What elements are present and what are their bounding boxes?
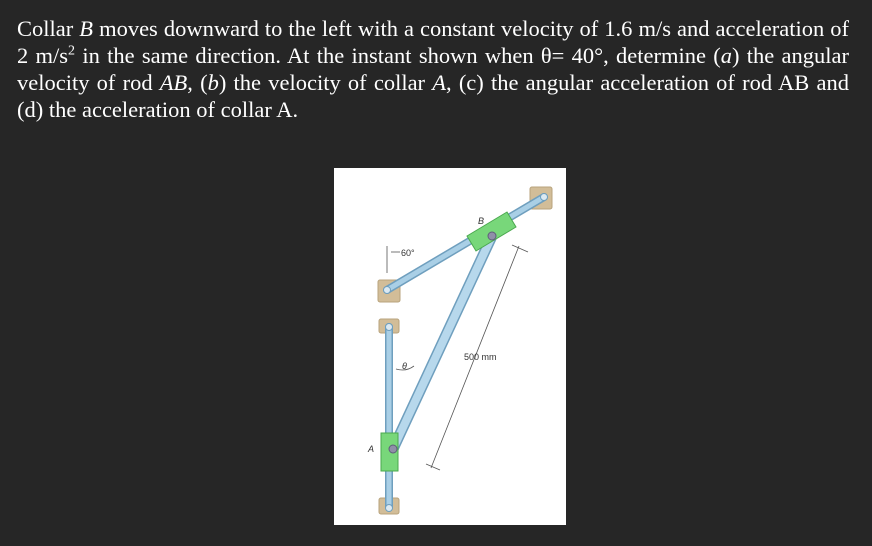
pin-b [488,232,496,240]
mechanism-figure [334,168,566,525]
length-label: 500 mm [464,352,497,362]
angle-60-label: 60° [401,248,415,258]
label-a: A [368,444,375,454]
mechanism-diagram [334,168,566,525]
pin-a [389,445,397,453]
angle-theta-label: θ [402,361,407,371]
problem-statement: Collar B moves downward to the left with a constant velocity of 1.6 m/s and acceleration of 2 $m/s^2$ in the same direction. At the instant shown when θ= 40°, determine (a) the angular velocity of rod AB, (b) the velocity of collar A, (c) the angular acceleration of rod AB and (d) the acceleration of collar A. [17,16,850,122]
label-b: B [478,216,485,226]
